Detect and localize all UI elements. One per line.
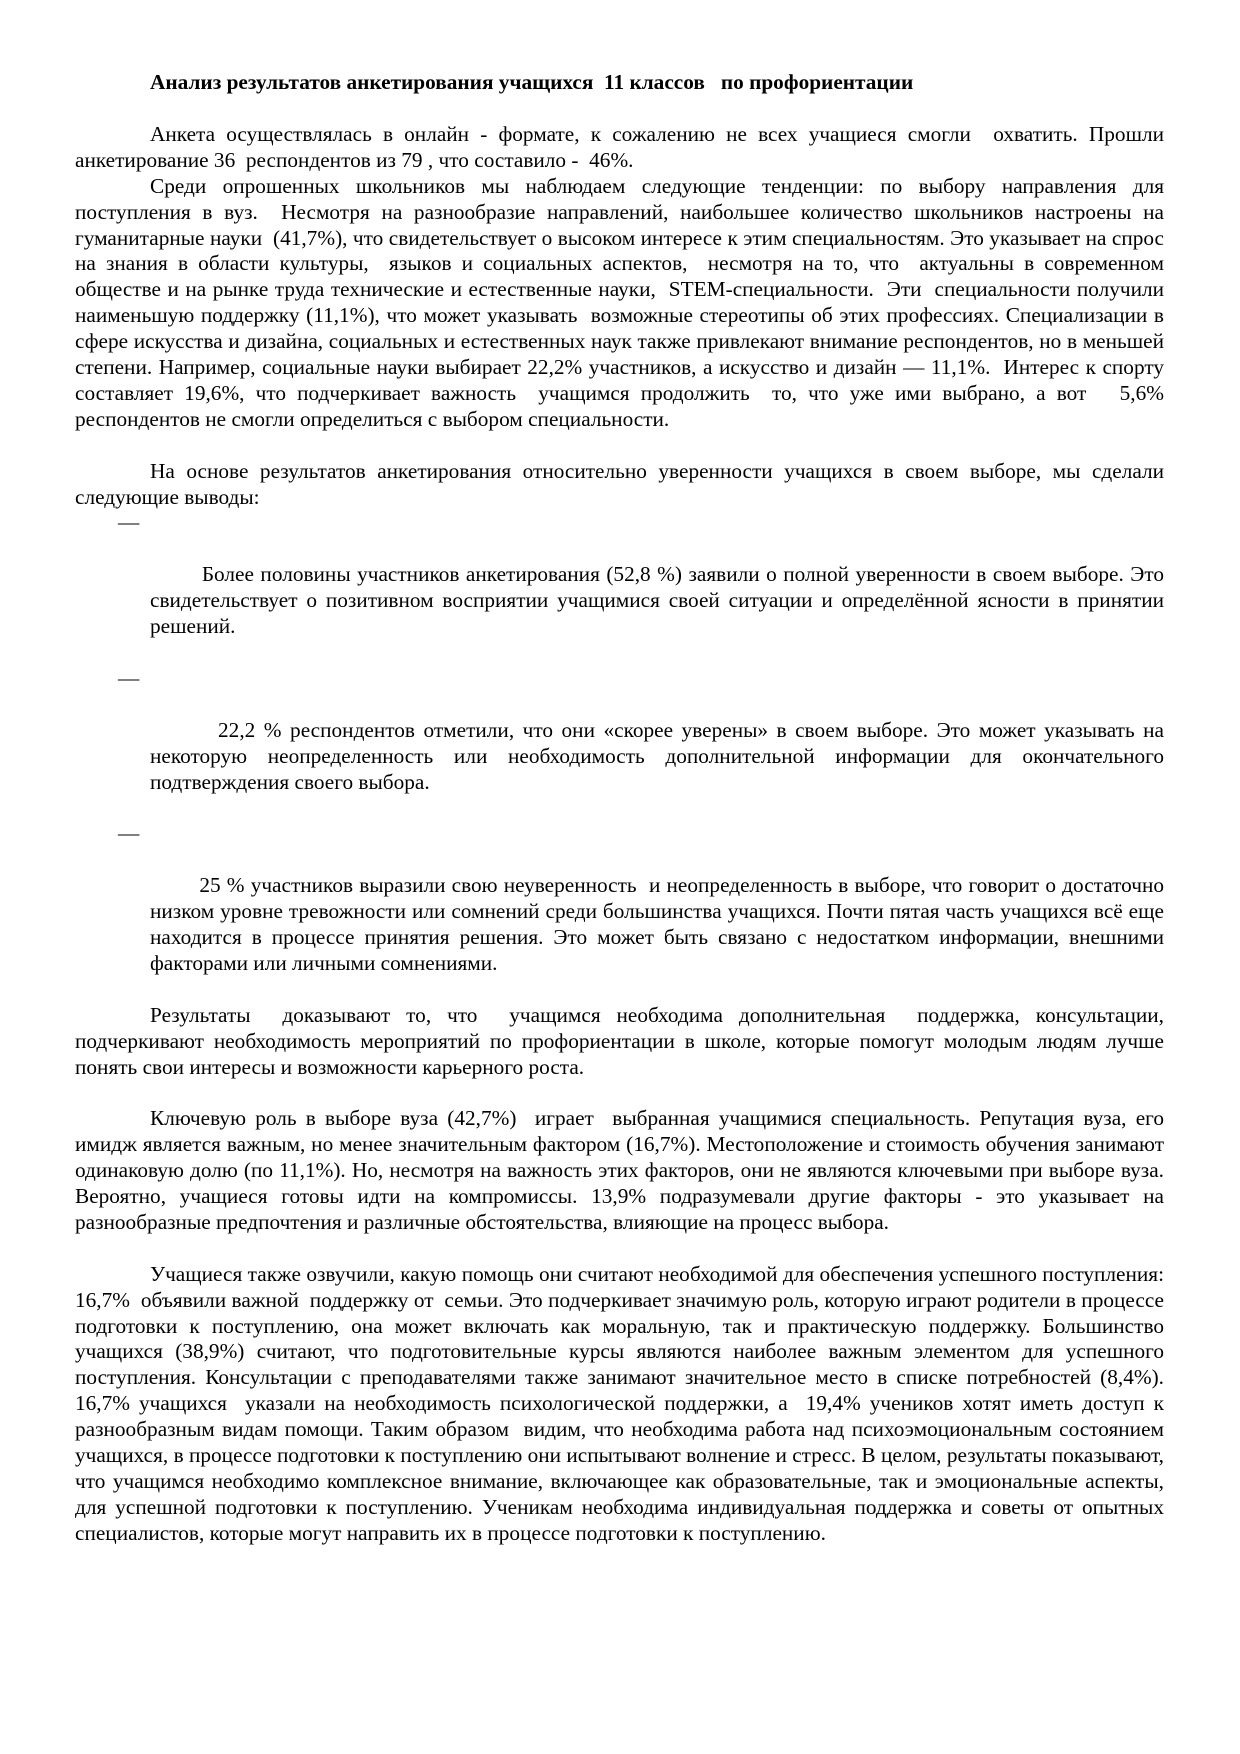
blank-line [75,1236,1164,1262]
list-item [118,821,1170,1002]
blank-line [75,433,1164,459]
dash-bullet-icon: — [118,510,140,535]
paragraph-university-factors: Ключевую роль в выборе вуза (42,7%) играет выбранная учащимися специальность. Репутация вуза, его имидж является важным, но менее значительным фактором (16,7%). Местоположение и стоимость обучения занимают одинаковую долю (по 11,1%). Но, несмотря на важность этих факторов, они не являются ключевыми при выборе вуза. Вероятно, учащиеся готовы идти на компромиссы. 13,9% подразумевали другие факторы - это указывает на разнообразные предпочтения и различные обстоятельства, влияющие на процесс выбора. [75,1106,1175,1234]
section-university-choice-factors [75,1106,1175,1236]
document-title: Анализ результатов анкетирования учащихся 11 классов по профориентации [150,70,914,94]
list-item-text: 22,2 % респондентов отметили, что они «скорее уверены» в своем выборе. Это может указывать на некоторую неопределенность или необходимость дополнительной информации для окончательного подтверждения своего выбора. [150,717,1170,794]
paragraph-confidence-conclusion: Результаты доказывают то, что учащимся необходима дополнительная поддержка, консультации, подчеркивают необходимость мероприятий по профориентации в школе, которые помогут молодым людям лучше понять свои интересы и возможности карьерного роста. [75,1002,1170,1079]
paragraph-direction-choice: Среди опрошенных школьников мы наблюдаем следующие тенденции: по выбору направления для поступления в вуз. Несмотря на разнообразие направлений, наибольшее количество школьников настроены на гуманитарные науки (41,7%), что свидетельствует о высоком интересе к этим специальностям. Это указывает на спрос на знания в области культуры, языков и социальных аспектов, несмотря на то, что актуальны в современном обществе и на рынке труда технические и естественные науки, STEM-специальности. Эти специальности получили наименьшую поддержку (11,1%), что может указывать возможные стереотипы об этих профессиях. Специализации в сфере искусства и дизайна, социальных и естественных наук также привлекают внимание респондентов, но в меньшей степени. Например, социальные науки выбирает 22,2% участников, а искусство и дизайн — 11,1%. Интерес к спорту составляет 19,6%, что подчеркивает важность учащимся продолжить то, что уже ими выбрано, а вот 5,6% респондентов не смогли определиться с выбором специальности. [75,173,1170,431]
section-needed-support [75,1261,1170,1547]
document-page [75,70,1175,1547]
section-survey-participation-and-direction [75,121,1170,433]
conclusions-list [75,510,1170,1002]
section-confidence [75,458,1170,1081]
list-item-text: 25 % участников выразили свою неуверенность и неопределенность в выборе, что говорит о достаточно низком уровне тревожности или сомнений среди большинства учащихся. Почти пятая часть учащихся всё еще находится в процессе принятия решения. Это может быть связано с недостатком информации, внешними факторами или личными сомнениями. [150,873,1170,975]
paragraph-participation: Анкета осуществлялась в онлайн - формате, к сожалению не всех учащиеся смогли охватить. Прошли анкетирование 36 респондентов из 79 , что составило - 46%. [75,121,1170,172]
paragraph-confidence-intro: На основе результатов анкетирования относительно уверенности учащихся в своем выборе, мы сделали следующие выводы: [75,458,1170,509]
dash-bullet-icon: — [118,821,140,846]
paragraph-needed-support: Учащиеся также озвучили, какую помощь они считают необходимой для обеспечения успешного поступления: 16,7% объявили важной поддержку от семьи. Это подчеркивает значимую роль, которую играют родители в процессе подготовки к поступлению, она может включать как моральную, так и практическую поддержку. Большинство учащихся (38,9%) считают, что подготовительные курсы являются наиболее важным элементом для успешного поступления. Консультации с преподавателями также занимают значительное место в списке потребностей (8,4%). 16,7% учащихся указали на необходимость психологической поддержки, а 19,4% учеников хотят иметь доступ к разнообразным видам помощи. Таким образом видим, что необходима работа над психоэмоциональным состоянием учащихся, в процессе подготовки к поступлению они испытывают волнение и стресс. В целом, результаты показывают, что учащимся необходимо комплексное внимание, включающее как образовательные, так и эмоциональные аспекты, для успешной подготовки к поступлению. Ученикам необходима индивидуальная поддержка и советы от опытных специалистов, которые могут направить их в процессе подготовки к поступлению. [75,1261,1170,1545]
list-item [118,510,1170,665]
list-item-text: Более половины участников анкетирования (52,8 %) заявили о полной уверенности в своем выборе. Это свидетельствует о позитивном восприятии учащимися своей ситуации и определённой ясности в принятии решений. [150,562,1170,639]
dash-bullet-icon: — [118,665,140,690]
blank-line [75,1080,1164,1106]
list-item [118,665,1170,821]
